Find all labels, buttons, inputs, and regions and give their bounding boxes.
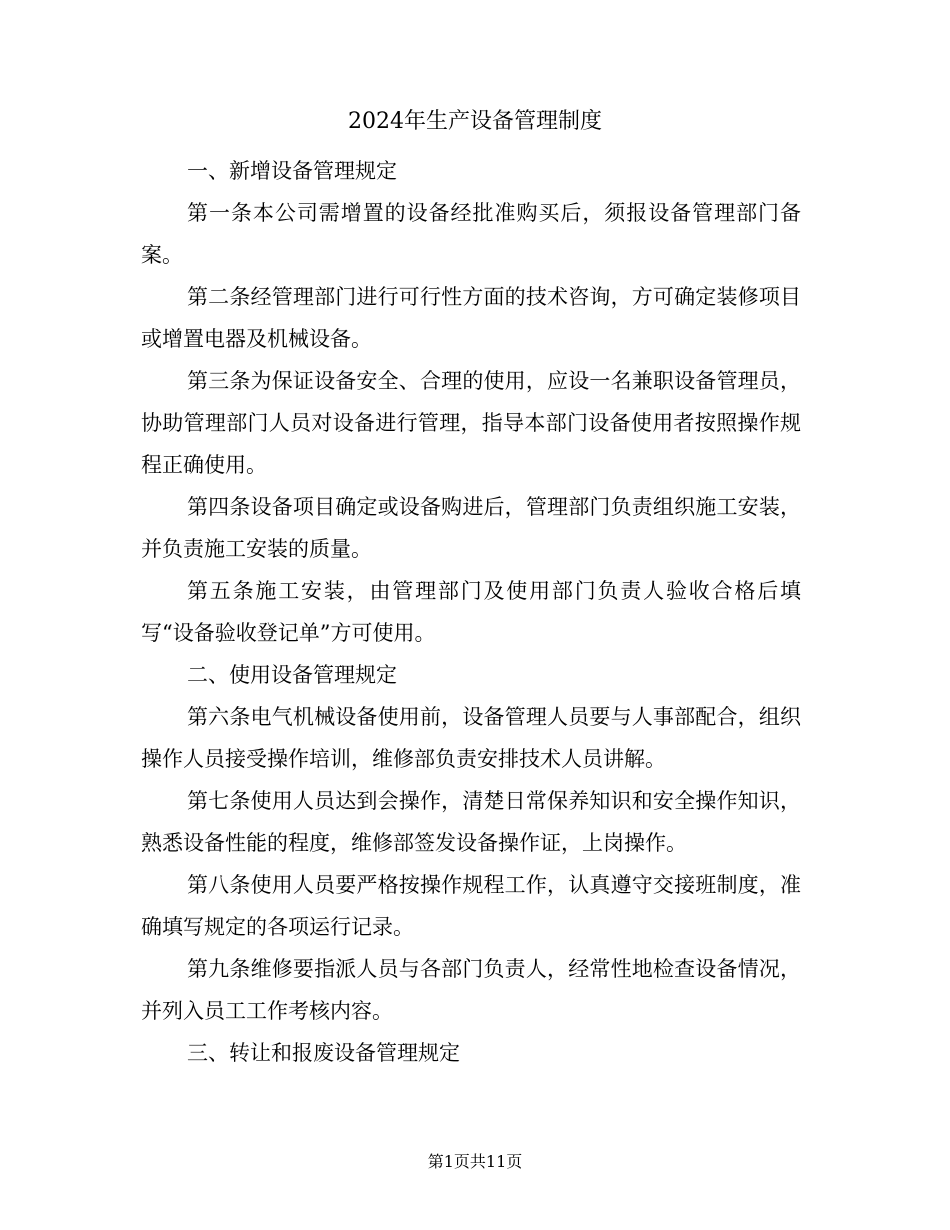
paragraph-article-2: 第二条经管理部门进行可行性方面的技术咨询，方可确定装修项目或增置电器及机械设备。 — [141, 285, 801, 351]
section-heading-3: 三、转让和报废设备管理规定 — [187, 1041, 460, 1065]
document-title: 2024年生产设备管理制度 — [348, 109, 602, 134]
paragraph-article-3: 第三条为保证设备安全、合理的使用，应设一名兼职设备管理员，协助管理部门人员对设备进行管理，指导本部门设备使用者按照操作规程正确使用。 — [141, 369, 801, 477]
paragraph-article-5: 第五条施工安装，由管理部门及使用部门负责人验收合格后填写“设备验收登记单”方可使用。 — [141, 579, 801, 645]
paragraph-article-4: 第四条设备项目确定或设备购进后，管理部门负责组织施工安装，并负责施工安装的质量。 — [141, 495, 801, 561]
paragraph-article-7: 第七条使用人员达到会操作，清楚日常保养知识和安全操作知识，熟悉设备性能的程度，维修部签发设备操作证，上岗操作。 — [141, 789, 801, 855]
section-heading-1: 一、新增设备管理规定 — [187, 159, 397, 183]
page-number-footer: 第1页共11页 — [427, 1152, 523, 1171]
paragraph-article-8: 第八条使用人员要严格按操作规程工作，认真遵守交接班制度，准确填写规定的各项运行记录。 — [141, 873, 801, 939]
paragraph-article-9: 第九条维修要指派人员与各部门负责人，经常性地检查设备情况，并列入员工工作考核内容。 — [141, 957, 801, 1023]
document-body — [141, 150, 801, 1074]
paragraph-article-6: 第六条电气机械设备使用前，设备管理人员要与人事部配合，组织操作人员接受操作培训，维修部负责安排技术人员讲解。 — [141, 705, 801, 771]
section-heading-2: 二、使用设备管理规定 — [187, 663, 397, 687]
paragraph-article-1: 第一条本公司需增置的设备经批准购买后，须报设备管理部门备案。 — [141, 201, 801, 267]
